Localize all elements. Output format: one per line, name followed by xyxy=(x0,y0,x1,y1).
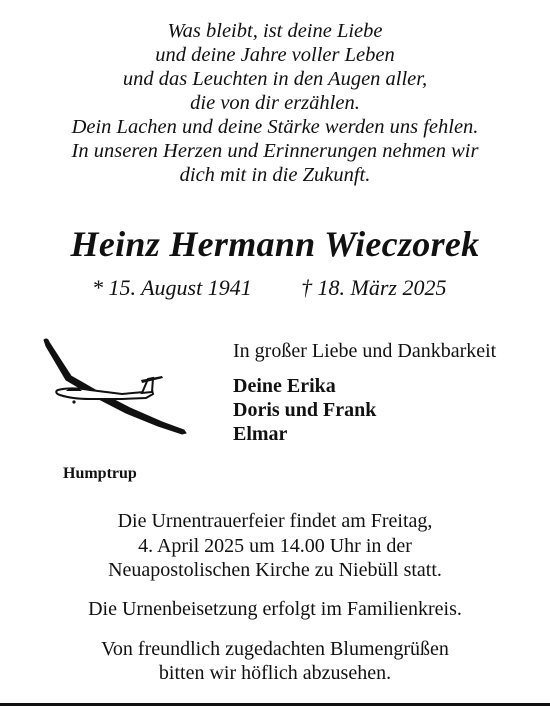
dedication-line: In großer Liebe und Dankbarkeit xyxy=(233,340,497,362)
memorial-poem xyxy=(0,19,550,187)
poem-line: Was bleibt, ist deine Liebe xyxy=(167,20,383,42)
mourner-name: Deine Erika xyxy=(233,375,336,397)
funeral-line: 4. April 2025 um 14.00 Uhr in der xyxy=(138,534,412,557)
burial-note: Die Urnenbeisetzung erfolgt im Familienkreis. xyxy=(88,598,462,620)
poem-line: und deine Jahre voller Leben xyxy=(155,44,395,66)
funeral-announcement xyxy=(0,509,550,583)
funeral-line: Neuapostolischen Kirche zu Niebüll statt. xyxy=(108,559,442,581)
poem-line: In unseren Herzen und Erinnerungen nehmen wir xyxy=(71,140,479,162)
death-date: † 18. März 2025 xyxy=(301,275,447,300)
poem-line: die von dir erzählen. xyxy=(190,92,360,114)
place-name: Humptrup xyxy=(63,465,137,482)
mourner-name: Elmar xyxy=(233,423,288,445)
mourner-name: Doris und Frank xyxy=(233,399,377,421)
flowers-line: bitten wir höflich abzusehen. xyxy=(158,662,392,684)
glider-icon xyxy=(38,336,188,440)
poem-line: und das Leuchten in den Augen aller, xyxy=(122,68,428,90)
mourners-list xyxy=(233,374,376,446)
birth-date: * 15. August 1941 xyxy=(92,275,252,300)
flowers-request xyxy=(0,637,550,685)
poem-line: Dein Lachen und deine Stärke werden uns fehlen. xyxy=(71,116,479,138)
poem-line: dich mit in die Zukunft. xyxy=(179,164,371,186)
funeral-line: Die Urnentrauerfeier findet am Freitag, xyxy=(117,510,433,532)
flowers-line: Von freundlich zugedachten Blumengrüßen xyxy=(101,638,449,660)
deceased-name: Heinz Hermann Wieczorek xyxy=(70,224,480,264)
